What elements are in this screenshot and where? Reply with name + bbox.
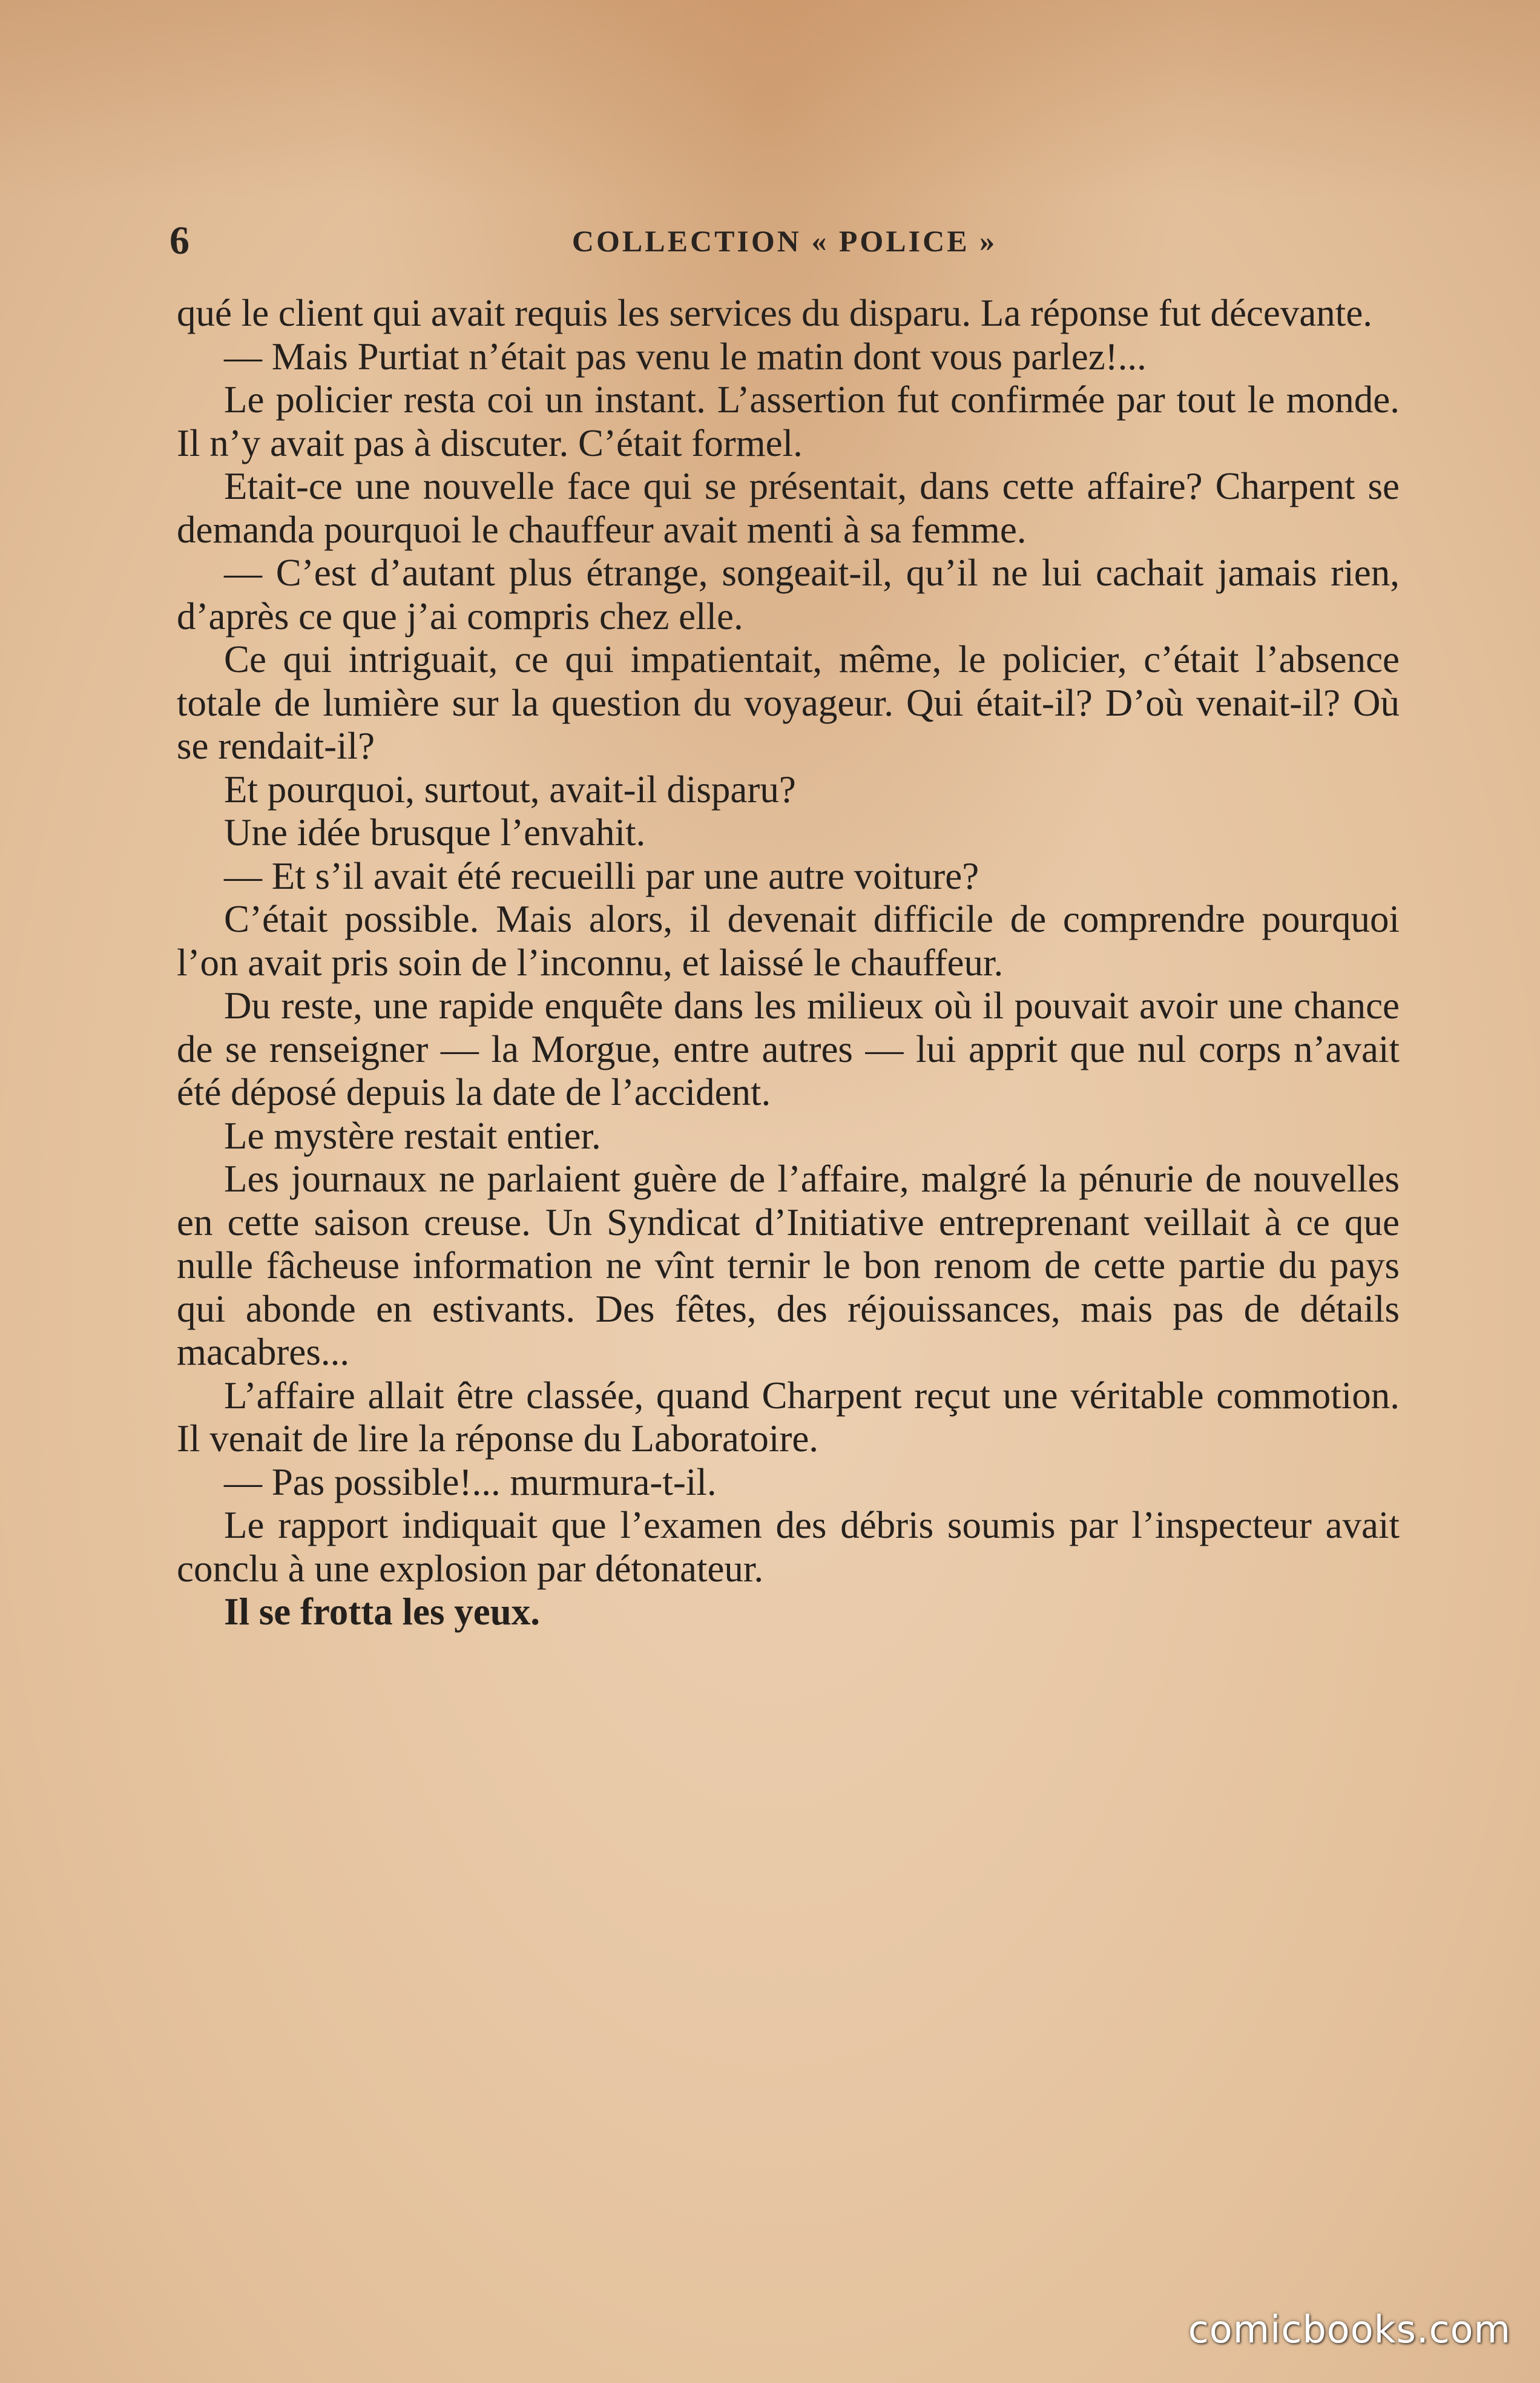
paragraph: Le rapport indiquait que l’examen des débris soumis par l’inspecteur avait conclu à une explosion par détonateur. [177, 1504, 1400, 1590]
page-header [169, 217, 1400, 265]
paragraph: Du reste, une rapide enquête dans les milieux où il pouvait avoir une chance de se renseigner — la Morgue, entre autres — lui apprit que nul corps n’avait été déposé depuis la date de l’accident. [177, 984, 1400, 1113]
paragraph: Le mystère restait entier. [224, 1114, 601, 1157]
paragraph: — Mais Purtiat n’était pas venu le matin dont vous parlez!... [224, 335, 1147, 378]
running-head: COLLECTION « POLICE » [571, 224, 998, 258]
paragraph: — Pas possible!... murmura-t-il. [224, 1460, 717, 1503]
paragraph: — C’est d’autant plus étrange, songeait-il, qu’il ne lui cachait jamais rien, d’après ce que j’ai compris chez elle. [177, 552, 1400, 638]
page-stain [0, 0, 1540, 200]
watermark: comicbooks.com [1188, 2307, 1511, 2352]
paragraph: Ce qui intriguait, ce qui impatientait, même, le policier, c’était l’absence totale de lumière sur la question du voyageur. Qui était-il? D’où venait-il? Où se rendait-il? [177, 638, 1400, 767]
body-text [177, 292, 1400, 1634]
paragraph: Une idée brusque l’envahit. [224, 811, 646, 854]
paragraph: — Et s’il avait été recueilli par une autre voiture? [224, 854, 979, 897]
paragraph: C’était possible. Mais alors, il devenait difficile de comprendre pourquoi l’on avait pris soin de l’inconnu, et laissé le chauffeur. [177, 898, 1400, 984]
paragraph: Le policier resta coi un instant. L’assertion fut confirmée par tout le monde. Il n’y avait pas à discuter. C’était formel. [177, 378, 1400, 464]
paragraph: qué le client qui avait requis les services du disparu. La réponse fut décevante. [177, 292, 1373, 334]
paragraph: Les journaux ne parlaient guère de l’affaire, malgré la pénurie de nouvelles en cette saison creuse. Un Syndicat d’Initiative entreprenant veillait à ce que nulle fâcheuse information ne vînt ternir le bon renom de cette partie du pays qui abonde en estivants. Des fêtes, des réjouissances, mais pas de détails macabres... [177, 1158, 1400, 1373]
paragraph: L’affaire allait être classée, quand Charpent reçut une véritable commotion. Il venait de lire la réponse du Laboratoire. [177, 1374, 1400, 1460]
paragraph: Etait-ce une nouvelle face qui se présentait, dans cette affaire? Charpent se demanda pourquoi le chauffeur avait menti à sa femme. [177, 465, 1400, 551]
page-number: 6 [169, 219, 189, 263]
paragraph: Et pourquoi, surtout, avait-il disparu? [224, 768, 796, 811]
paragraph: Il se frotta les yeux. [224, 1590, 540, 1633]
